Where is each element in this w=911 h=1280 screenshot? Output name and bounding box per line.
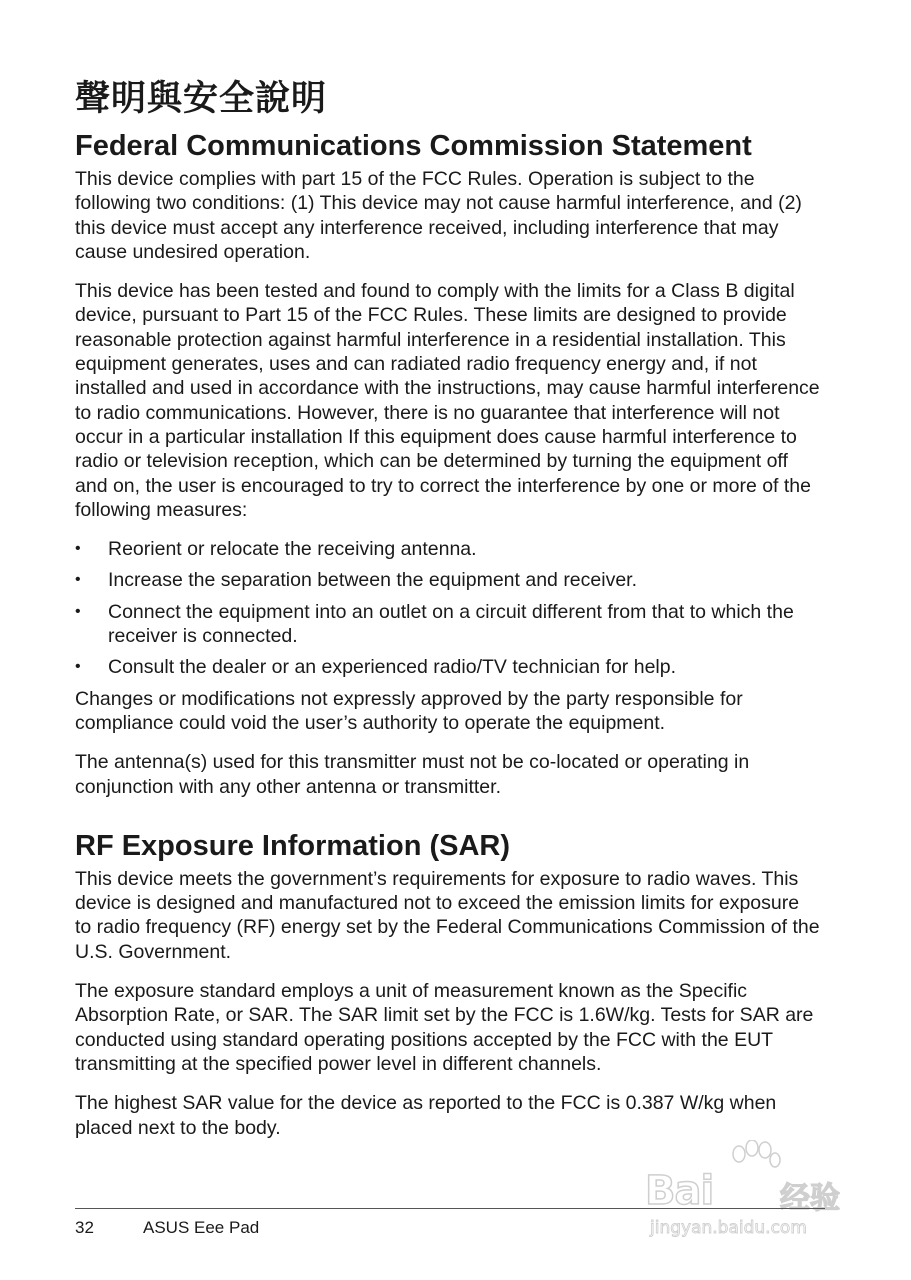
bullet-icon: • [75,602,81,620]
fcc-paragraph-3: Changes or modifications not expressly approved by the party responsible for compliance could void the user’s authority to operate the equipment. [75,687,743,734]
document-page [75,74,820,1155]
bullet-icon: • [75,540,81,558]
footer-product-name: ASUS Eee Pad [143,1218,260,1237]
baidu-watermark [645,1140,860,1250]
measures-list [75,537,820,679]
watermark-brand-cn: 经验 [780,1181,840,1216]
rf-paragraph-1: This device meets the government’s requirements for exposure to radio waves. This device is designed and manufactured not to exceed the emission limits for exposure to radio frequency (RF) energy set by the Federal Communications Commission of the U.S. Government. [75,867,820,963]
fcc-paragraph-1: This device complies with part 15 of the FCC Rules. Operation is subject to the following two conditions: (1) This device may not cause harmful interference, and (2) this device must accept any interference received, including interference that may cause undesired operation. [75,168,802,263]
page-number: 32 [75,1218,94,1237]
bullet-icon: • [75,658,81,676]
fcc-paragraph-4: The antenna(s) used for this transmitter must not be co-located or operating in conjunction with any other antenna or transmitter. [75,751,750,798]
page-title: 聲明與安全說明 [75,79,328,119]
fcc-heading: Federal Communications Commission Statement [75,130,752,162]
paw-icon [725,1140,785,1178]
footer-divider [75,1208,825,1209]
rf-paragraph-2: The exposure standard employs a unit of measurement known as the Specific Absorption Rate, or SAR. The SAR limit set by the FCC is 1.6W/kg. Tests for SAR are conducted using standard operating positions accepted by the FCC with the EUT transmitting at the specified power level in different channels. [75,980,814,1075]
rf-paragraph-3: The highest SAR value for the device as reported to the FCC is 0.387 W/kg when placed next to the body. [75,1092,777,1139]
rf-heading: RF Exposure Information (SAR) [75,829,511,862]
list-item: • Consult the dealer or an experienced radio/TV technician for help. [75,656,677,679]
bullet-icon: • [75,571,81,589]
list-item: • Reorient or relocate the receiving antenna. [75,538,477,561]
fcc-paragraph-2: This device has been tested and found to comply with the limits for a Class B digital device, pursuant to Part 15 of the FCC Rules. These limits are designed to provide reasonable protection against harmful interference in a residential installation. This equipment generates, uses and can radiated radio frequency energy and, if not installed and used in accordance with the instructions, may cause harmful interference to radio communications. However, there is no guarantee that interference will not occur in a particular installation If this equipment does cause harmful interference to radio or television reception, which can be determined by turning the equipment off and on, the user is encouraged to try to correct the interference by one or more of the following measures: [75,280,820,521]
list-item: • Connect the equipment into an outlet on a circuit different from that to which the receiver is connected. [75,600,794,648]
watermark-brand: Bai [645,1168,714,1214]
watermark-url: jingyan.baidu.com [650,1218,807,1238]
list-item: • Increase the separation between the equipment and receiver. [75,569,638,592]
